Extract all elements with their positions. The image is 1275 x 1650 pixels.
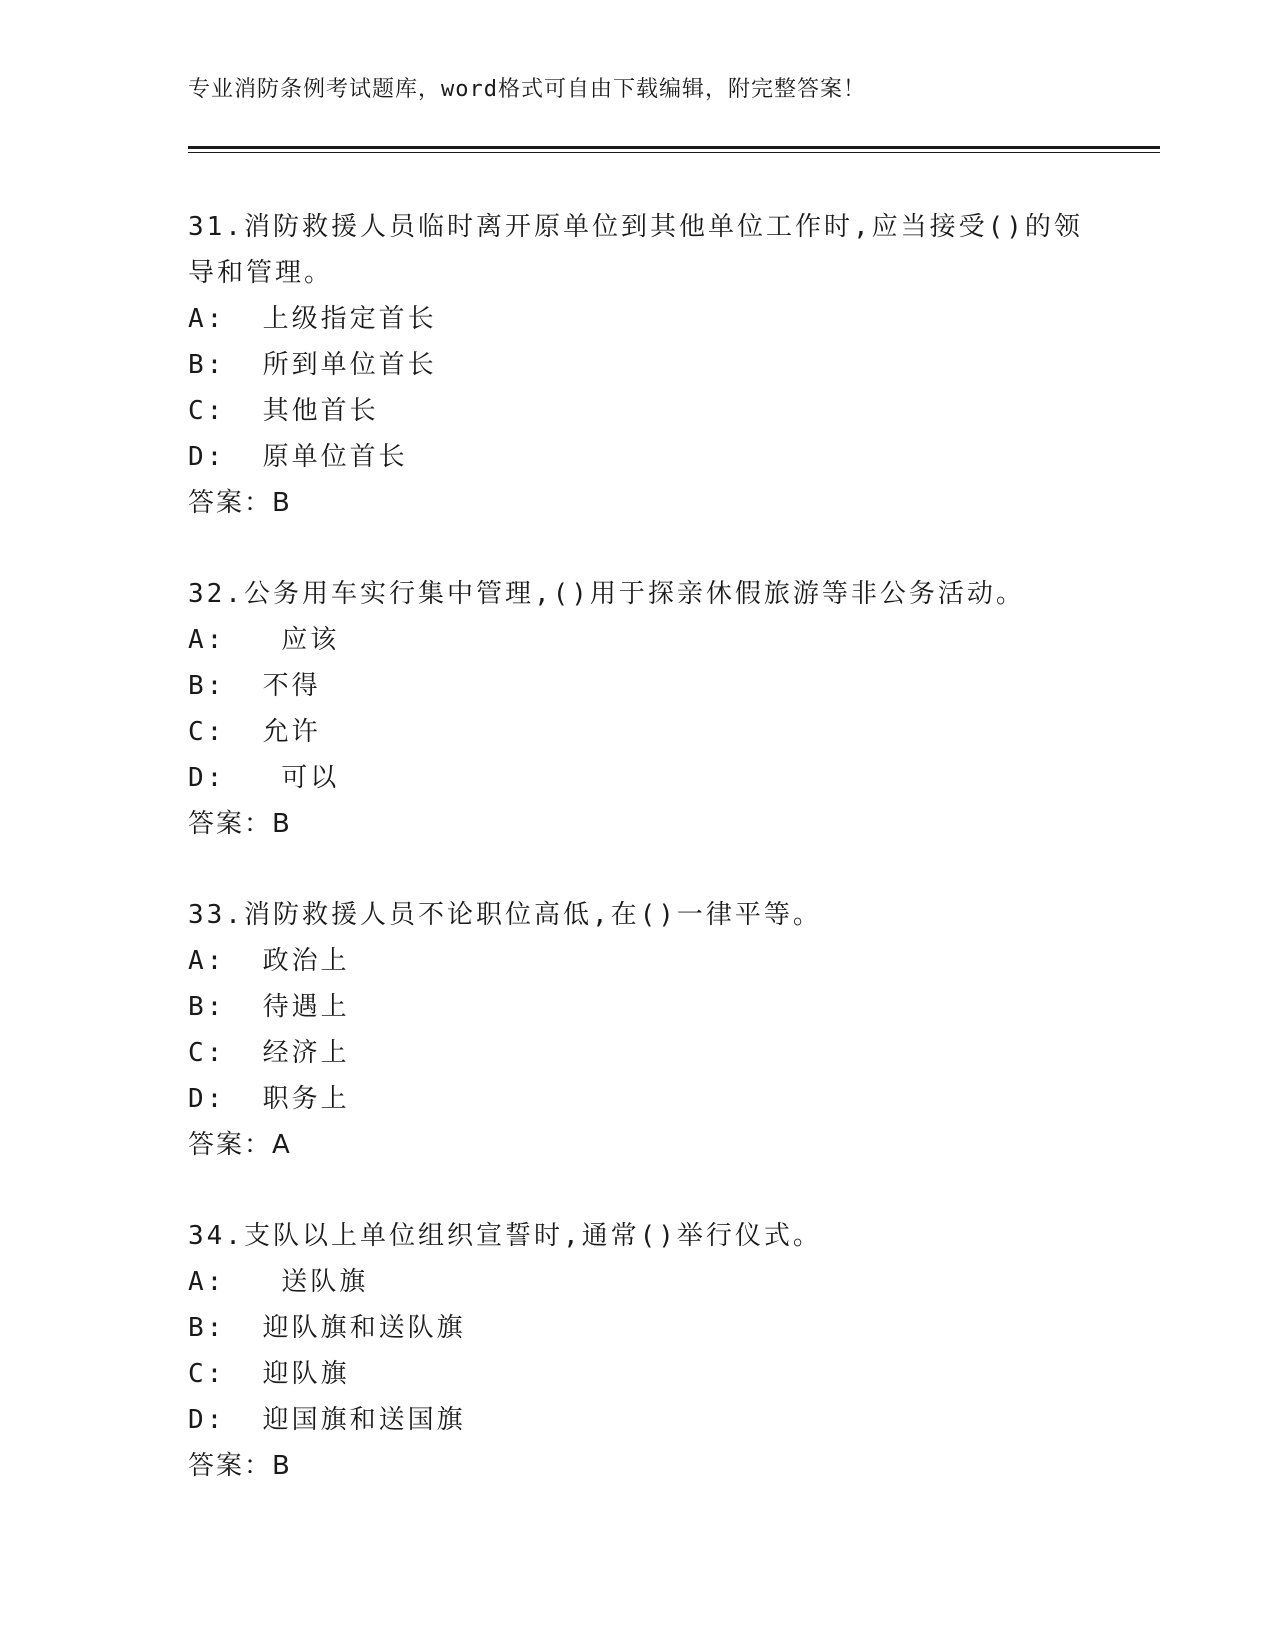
option-b: B: 待遇上 <box>188 992 350 1022</box>
option-d: D: 职务上 <box>188 1084 350 1114</box>
option-c: C: 迎队旗 <box>188 1359 350 1389</box>
option-b: B: 所到单位首长 <box>188 350 437 380</box>
question-stem: 33.消防救援人员不论职位高低,在()一律平等。 <box>188 900 822 930</box>
option-a: A: 送队旗 <box>188 1267 369 1297</box>
question-stem: 31.消防救援人员临时离开原单位到其他单位工作时,应当接受()的领导和管理。 <box>188 212 1083 288</box>
question-31 <box>188 204 1088 526</box>
question-stem: 32.公务用车实行集中管理,()用于探亲休假旅游等非公务活动。 <box>188 579 1025 609</box>
option-d: D: 原单位首长 <box>188 442 408 472</box>
option-d: D: 可以 <box>188 763 340 793</box>
header-rule-thick <box>188 146 1160 149</box>
question-34 <box>188 1213 1088 1489</box>
option-d: D: 迎国旗和送国旗 <box>188 1405 466 1435</box>
option-c: C: 允许 <box>188 717 321 747</box>
option-a: A: 应该 <box>188 625 340 655</box>
option-a: A: 上级指定首长 <box>188 304 437 334</box>
option-c: C: 其他首长 <box>188 396 379 426</box>
answer: 答案：B <box>188 488 292 518</box>
question-list <box>188 204 1088 1534</box>
answer: 答案：B <box>188 809 292 839</box>
option-a: A: 政治上 <box>188 946 350 976</box>
header-rule-thin <box>188 152 1160 153</box>
question-stem: 34.支队以上单位组织宣誓时,通常()举行仪式。 <box>188 1221 822 1251</box>
option-c: C: 经济上 <box>188 1038 350 1068</box>
option-b: B: 不得 <box>188 671 321 701</box>
option-b: B: 迎队旗和送队旗 <box>188 1313 466 1343</box>
answer: 答案：B <box>188 1451 292 1481</box>
answer: 答案：A <box>188 1130 292 1160</box>
question-33 <box>188 892 1088 1168</box>
question-32 <box>188 571 1088 847</box>
page-header: 专业消防条例考试题库，word格式可自由下载编辑，附完整答案！ <box>188 77 866 102</box>
